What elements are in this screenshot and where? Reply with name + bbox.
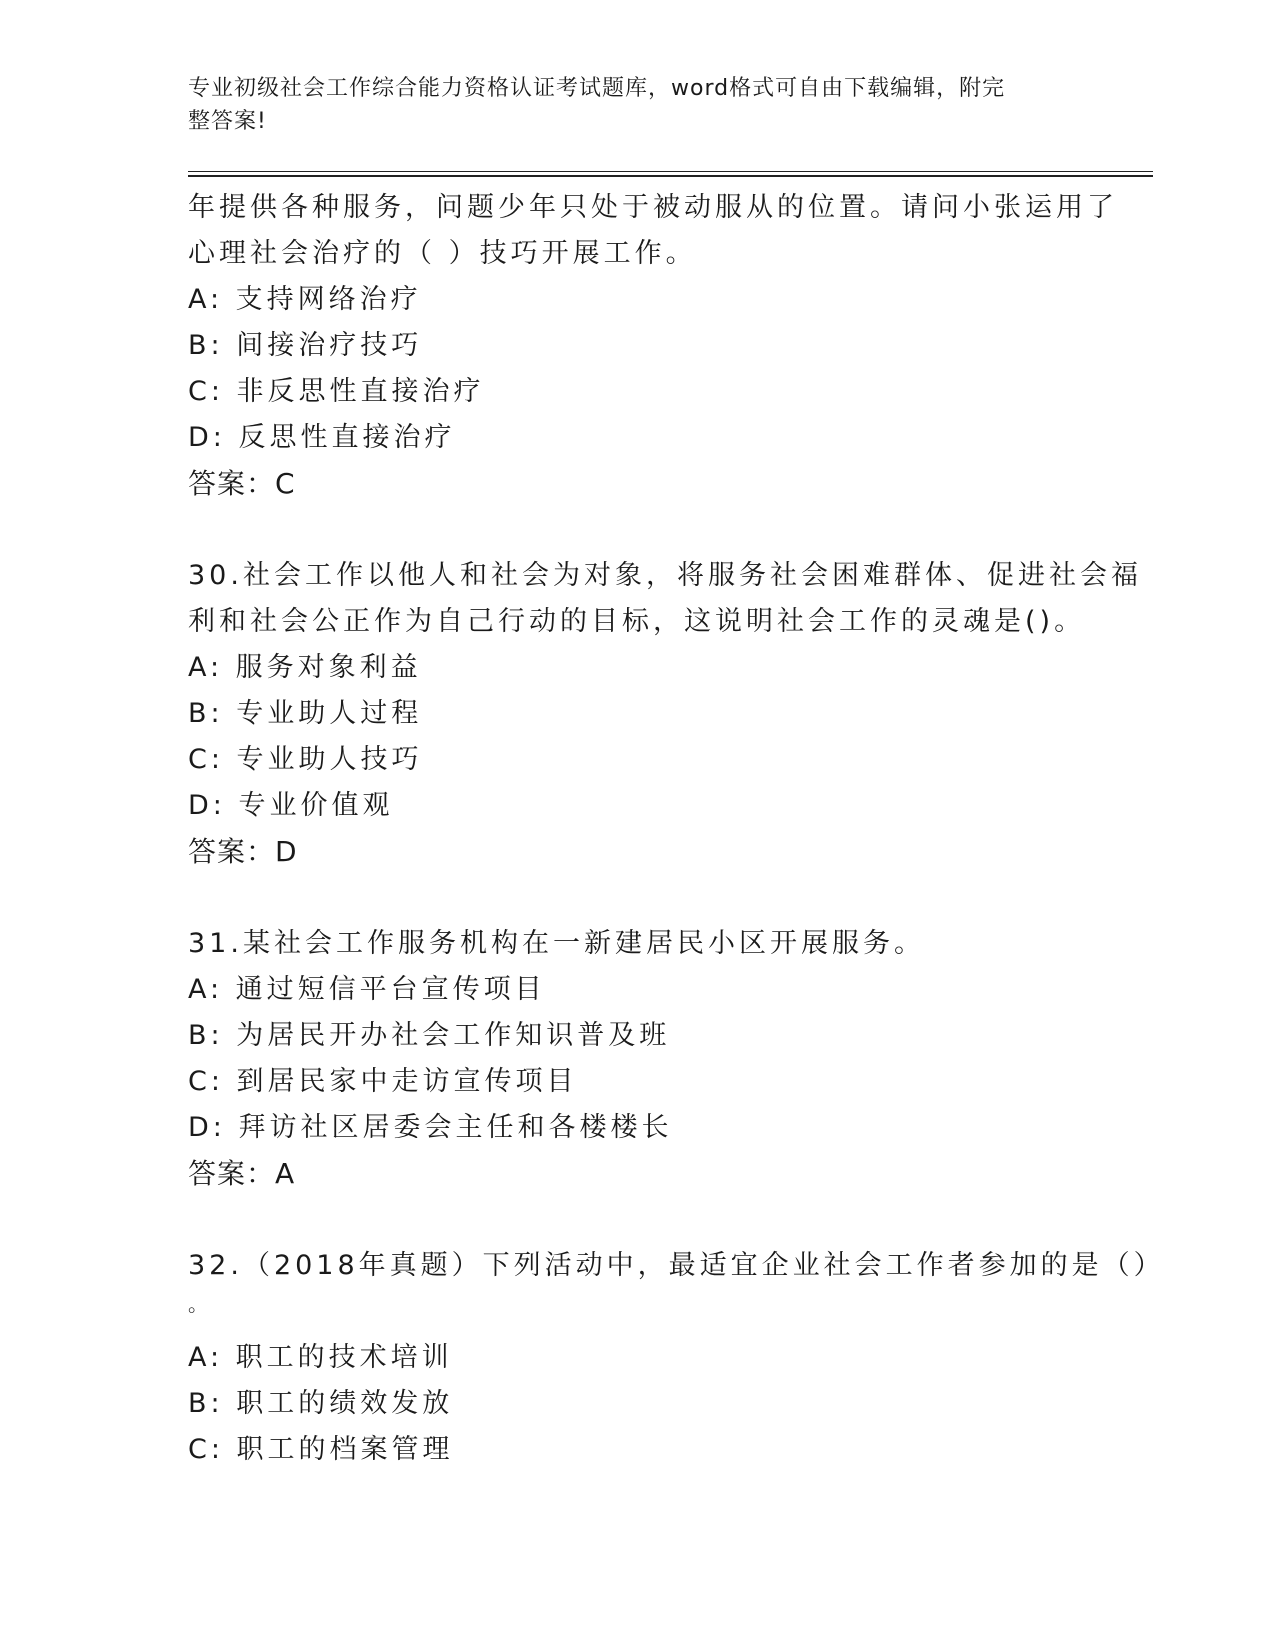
answer-label: 答案：C <box>188 467 296 500</box>
answer-label: 答案：D <box>188 835 298 868</box>
question-31 <box>188 921 1088 1197</box>
header-divider-thin <box>188 171 1153 172</box>
option-b: B: 职工的绩效发放 <box>188 1388 454 1419</box>
option-a: A: 通过短信平台宣传项目 <box>188 974 546 1005</box>
question-stem: 年提供各种服务，问题少年只处于被动服从的位置。请问小张运用了 <box>188 192 1118 223</box>
option-b: B: 为居民开办社会工作知识普及班 <box>188 1020 671 1051</box>
question-stem: 30.社会工作以他人和社会为对象，将服务社会困难群体、促进社会福 <box>188 560 1142 591</box>
spacer <box>188 507 1088 553</box>
question-30 <box>188 553 1142 875</box>
option-b: B: 间接治疗技巧 <box>188 330 423 361</box>
option-a: A: 职工的技术培训 <box>188 1342 453 1373</box>
question-content <box>188 185 1165 1473</box>
option-d: D: 反思性直接治疗 <box>188 422 456 453</box>
option-d: D: 拜访社区居委会主任和各楼楼长 <box>188 1112 673 1143</box>
option-d: D: 专业价值观 <box>188 790 394 821</box>
header-line-1: 专业初级社会工作综合能力资格认证考试题库，word格式可自由下载编辑，附完 <box>188 76 1006 101</box>
header-divider-thick <box>188 175 1153 177</box>
header-line-2: 整答案! <box>188 109 267 134</box>
option-c: C: 非反思性直接治疗 <box>188 376 485 407</box>
question-stem: 心理社会治疗的（ ）技巧开展工作。 <box>188 238 697 269</box>
option-a: A: 支持网络治疗 <box>188 284 422 315</box>
question-stem: 31.某社会工作服务机构在一新建居民小区开展服务。 <box>188 928 925 959</box>
question-stem: 。 <box>188 1292 212 1316</box>
answer-label: 答案：A <box>188 1157 296 1190</box>
spacer <box>188 875 1088 921</box>
question-29 <box>188 185 1118 507</box>
option-b: B: 专业助人过程 <box>188 698 423 729</box>
page-header <box>188 72 1068 138</box>
question-32 <box>188 1243 1165 1473</box>
option-c: C: 到居民家中走访宣传项目 <box>188 1066 578 1097</box>
question-stem: 32.（2018年真题）下列活动中，最适宜企业社会工作者参加的是（） <box>188 1250 1165 1281</box>
question-stem: 利和社会公正作为自己行动的目标，这说明社会工作的灵魂是()。 <box>188 606 1086 637</box>
spacer <box>188 1197 1088 1243</box>
option-c: C: 专业助人技巧 <box>188 744 423 775</box>
option-c: C: 职工的档案管理 <box>188 1434 454 1465</box>
option-a: A: 服务对象利益 <box>188 652 422 683</box>
